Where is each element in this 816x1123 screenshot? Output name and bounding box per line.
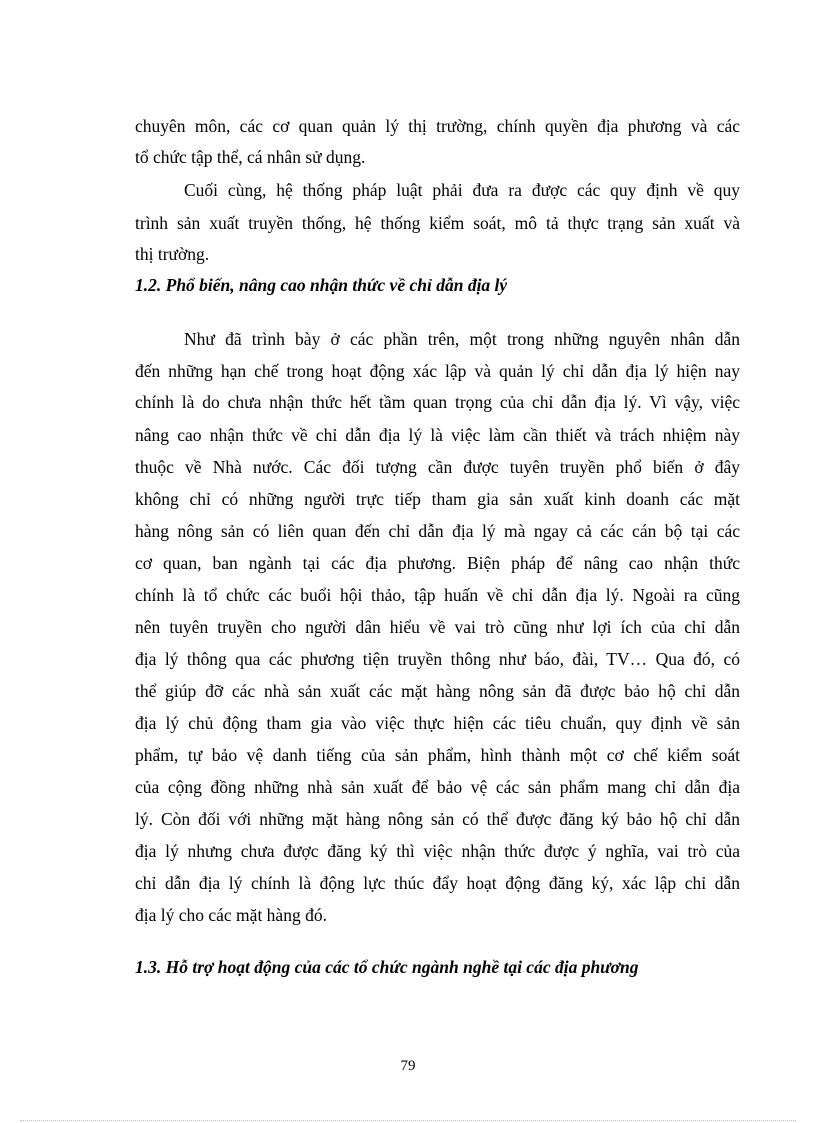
paragraph-line-14: phẩm, tự bảo vệ danh tiếng của sản phẩm, hình thành một cơ chế kiểm soát: [135, 745, 740, 765]
page-number: 79: [400, 1058, 416, 1074]
paragraph-line-12: thể giúp đỡ các nhà sản xuất các mặt hàng nông sản đã được bảo hộ chỉ dẫn: [135, 681, 740, 701]
paragraph-line-3: chính là do chưa nhận thức hết tầm quan trọng của chỉ dẫn địa lý. Vì vậy, việc: [135, 392, 740, 412]
paragraph-line-19: địa lý cho các mặt hàng đó.: [135, 905, 327, 925]
paragraph-line-8: cơ quan, ban ngành tại các địa phương. Biện pháp để nâng cao nhận thức: [135, 553, 740, 573]
paragraph-line-13: địa lý chủ động tham gia vào việc thực hiện các tiêu chuẩn, quy định về sản: [135, 713, 740, 733]
paragraph-line-6: không chỉ có những người trực tiếp tham gia sản xuất kinh doanh các mặt: [135, 489, 740, 509]
paragraph-line-16: lý. Còn đối với những mặt hàng nông sản có thể được đăng ký bảo hộ chỉ dẫn: [135, 809, 740, 829]
page-bottom-divider: [20, 1120, 796, 1121]
paragraph-line-1: Như đã trình bày ở các phần trên, một trong những nguyên nhân dẫn: [184, 329, 740, 349]
section-heading-1-3: 1.3. Hỗ trợ hoạt động của các tổ chức ngành nghề tại các địa phương: [135, 957, 639, 977]
paragraph-line-9: chính là tổ chức các buổi hội thảo, tập huấn về chỉ dẫn địa lý. Ngoài ra cũng: [135, 585, 740, 605]
paragraph-line-5: thuộc về Nhà nước. Các đối tượng cần được tuyên truyền phổ biến ở đây: [135, 457, 740, 477]
paragraph-line-4: nâng cao nhận thức về chỉ dẫn địa lý là việc làm cần thiết và trách nhiệm này: [135, 425, 740, 445]
paragraph-line-15: của cộng đồng những nhà sản xuất để bảo vệ các sản phẩm mang chỉ dẫn địa: [135, 777, 740, 797]
paragraph-line-11: địa lý thông qua các phương tiện truyền thông như báo, đài, TV… Qua đó, có: [135, 649, 740, 669]
paragraph-line-17: địa lý nhưng chưa được đăng ký thì việc nhận thức được ý nghĩa, vai trò của: [135, 841, 740, 861]
intro-line-1: chuyên môn, các cơ quan quản lý thị trường, chính quyền địa phương và các: [135, 116, 740, 136]
paragraph-line-7: hàng nông sản có liên quan đến chỉ dẫn địa lý mà ngay cả các cán bộ tại các: [135, 521, 740, 541]
section-heading-1-2: 1.2. Phổ biến, nâng cao nhận thức về chỉ dẫn địa lý: [135, 275, 508, 295]
paragraph-line-18: chỉ dẫn địa lý chính là động lực thúc đẩy hoạt động đăng ký, xác lập chỉ dẫn: [135, 873, 740, 893]
intro-line-2: tổ chức tập thể, cá nhân sử dụng.: [135, 147, 366, 167]
paragraph-line-10: nên tuyên truyền cho người dân hiểu về vai trò cũng như lợi ích của chỉ dẫn: [135, 617, 740, 637]
paragraph-line-2: đến những hạn chế trong hoạt động xác lập và quản lý chỉ dẫn địa lý hiện nay: [135, 361, 740, 381]
intro-line-4: trình sản xuất truyền thống, hệ thống kiểm soát, mô tả thực trạng sản xuất và: [135, 213, 740, 233]
intro-line-5: thị trường.: [135, 244, 210, 264]
intro-line-3: Cuối cùng, hệ thống pháp luật phải đưa ra được các quy định về quy: [184, 180, 740, 200]
